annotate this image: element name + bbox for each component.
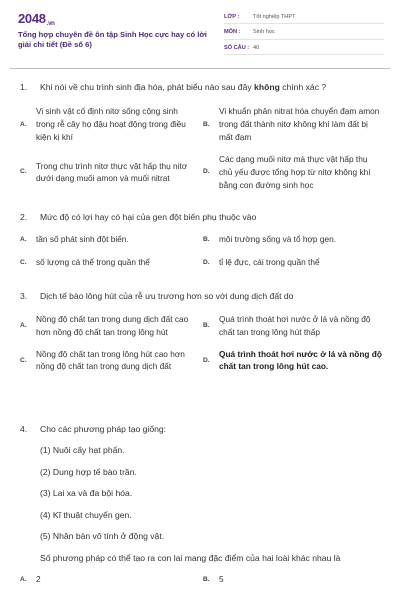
method-item: (4) Kĩ thuật chuyển gen. — [40, 509, 132, 520]
question-stem — [20, 423, 382, 435]
method-item: (2) Dung hợp tế bào trần. — [40, 466, 137, 477]
option-text: Trong chu trình nitơ thực vật hấp thụ nitơ dưới dạng muối amon và muối nitrat — [36, 160, 188, 184]
method-item: (5) Nhân bản vô tính ở động vật. — [40, 531, 165, 542]
option-text: 5 — [219, 574, 224, 585]
method-item: (3) Lai xa và đa bội hóa. — [40, 488, 133, 499]
option-text: Nồng độ chất tan trong lông hút cao hơn nồng độ chất tan trong dung dịch đất — [36, 348, 185, 372]
question-2 — [20, 211, 382, 269]
question-number: 2. — [20, 212, 28, 222]
logo-suffix: .vn — [46, 21, 55, 28]
document-meta — [224, 11, 384, 58]
meta-row-subject — [224, 27, 384, 40]
question-stem — [20, 81, 382, 93]
option-b[interactable] — [203, 313, 382, 338]
option-b[interactable] — [203, 573, 382, 586]
option-text: Vi khuẩn phản nitrat hóa chuyển đạm amon trong đất thành nitơ không khí làm đất bị mất đạm — [219, 106, 380, 142]
option-d[interactable] — [203, 256, 382, 269]
answer-options — [20, 105, 382, 191]
option-c[interactable] — [20, 256, 199, 269]
option-a[interactable] — [20, 313, 199, 338]
answer-options — [20, 573, 382, 586]
option-label: A. — [20, 235, 27, 243]
option-text: Quá trình thoát hơi nước ở lá và nồng độ chất tan trong lông hút thấp — [219, 314, 371, 338]
meta-value: Tốt nghiệp THPT — [253, 13, 296, 20]
option-a[interactable] — [20, 573, 199, 586]
option-b[interactable] — [203, 105, 382, 143]
option-text: tỉ lệ đực, cái trong quần thể — [219, 257, 320, 268]
meta-value: 40 — [253, 44, 260, 51]
meta-key: LỚP : — [224, 13, 240, 20]
question-number: 1. — [20, 82, 28, 92]
stem-part: chính xác ? — [279, 82, 327, 92]
option-b[interactable] — [203, 233, 382, 246]
option-a[interactable] — [20, 105, 199, 143]
option-label: A. — [20, 120, 27, 128]
meta-row-count — [224, 42, 384, 55]
question-prompt: Số phương pháp có thể tạo ra con lai mang đặc điểm của hai loài khác nhau là — [40, 552, 341, 563]
header-divider — [10, 68, 390, 69]
question-4 — [20, 423, 382, 586]
option-text: Nồng độ chất tan trong dung dịch đất cao hơn nồng độ chất tan trong lông hút — [36, 314, 189, 338]
meta-row-class — [224, 11, 384, 24]
method-item: (1) Nuôi cấy hạt phấn. — [40, 445, 125, 456]
option-text: Các dạng muối nitơ mà thực vật hấp thụ chủ yếu được tổng hợp từ nitơ không khí bằng con đường sinh học — [219, 154, 371, 190]
option-label: B. — [203, 575, 210, 583]
option-text: Quá trình thoát hơi nước ở lá và nồng độ chất tan trong lông hút cao. — [219, 348, 382, 372]
meta-key: MÔN : — [224, 29, 241, 36]
option-text: 2 — [36, 574, 41, 585]
option-label: B. — [203, 120, 210, 128]
question-1 — [20, 81, 382, 191]
question-3 — [20, 290, 382, 373]
option-label: D. — [203, 168, 210, 176]
option-label: C. — [20, 356, 27, 364]
question-text: Dịch tế bào lông hút của rễ ưu trương hơn so với dung dịch đất do — [40, 291, 294, 301]
option-label: D. — [203, 258, 210, 266]
option-label: B. — [203, 235, 210, 243]
option-label: A. — [20, 575, 27, 583]
option-c[interactable] — [20, 153, 199, 191]
option-a[interactable] — [20, 233, 199, 246]
option-label: C. — [20, 258, 27, 266]
answer-options — [20, 313, 382, 372]
option-d[interactable] — [203, 348, 382, 373]
question-text — [40, 81, 326, 93]
option-d[interactable] — [203, 153, 382, 191]
stem-emphasis: không — [254, 82, 280, 92]
question-number: 4. — [20, 424, 28, 434]
option-label: A. — [20, 322, 27, 330]
answer-options — [20, 233, 382, 268]
option-label: D. — [203, 356, 210, 364]
question-stem — [20, 290, 382, 302]
question-number: 3. — [20, 291, 28, 301]
question-stem — [20, 211, 382, 223]
question-text: Mức độ có lợi hay có hại của gen đột biến phụ thuộc vào — [40, 212, 257, 222]
document-header — [0, 0, 400, 66]
meta-key: SỐ CÂU : — [224, 44, 250, 51]
logo-main: 2048 — [18, 11, 46, 26]
stem-part: Khi nói về chu trình sinh địa hóa, phát biểu nào sau đây — [40, 82, 255, 92]
site-logo[interactable] — [18, 10, 55, 29]
meta-value: Sinh học — [253, 29, 275, 36]
question-text: Cho các phương pháp tạo giống: — [40, 424, 167, 434]
document-title: Tổng hợp chuyên đề ôn tập Sinh Học cực hay có lời giải chi tiết (Đề số 6) — [18, 30, 207, 50]
option-text: Vi sinh vật cố định nitơ sống cộng sinh trong rễ cây họ đậu hoạt động trong điều kiện kị khí — [36, 106, 186, 142]
option-c[interactable] — [20, 348, 199, 373]
option-text: số lượng cá thể trong quần thể — [36, 257, 150, 268]
option-text: tần số phát sinh đột biến. — [36, 234, 129, 245]
option-label: B. — [203, 322, 210, 330]
option-label: C. — [20, 168, 27, 176]
option-text: môi trường sống và tổ hợp gen. — [219, 234, 336, 245]
